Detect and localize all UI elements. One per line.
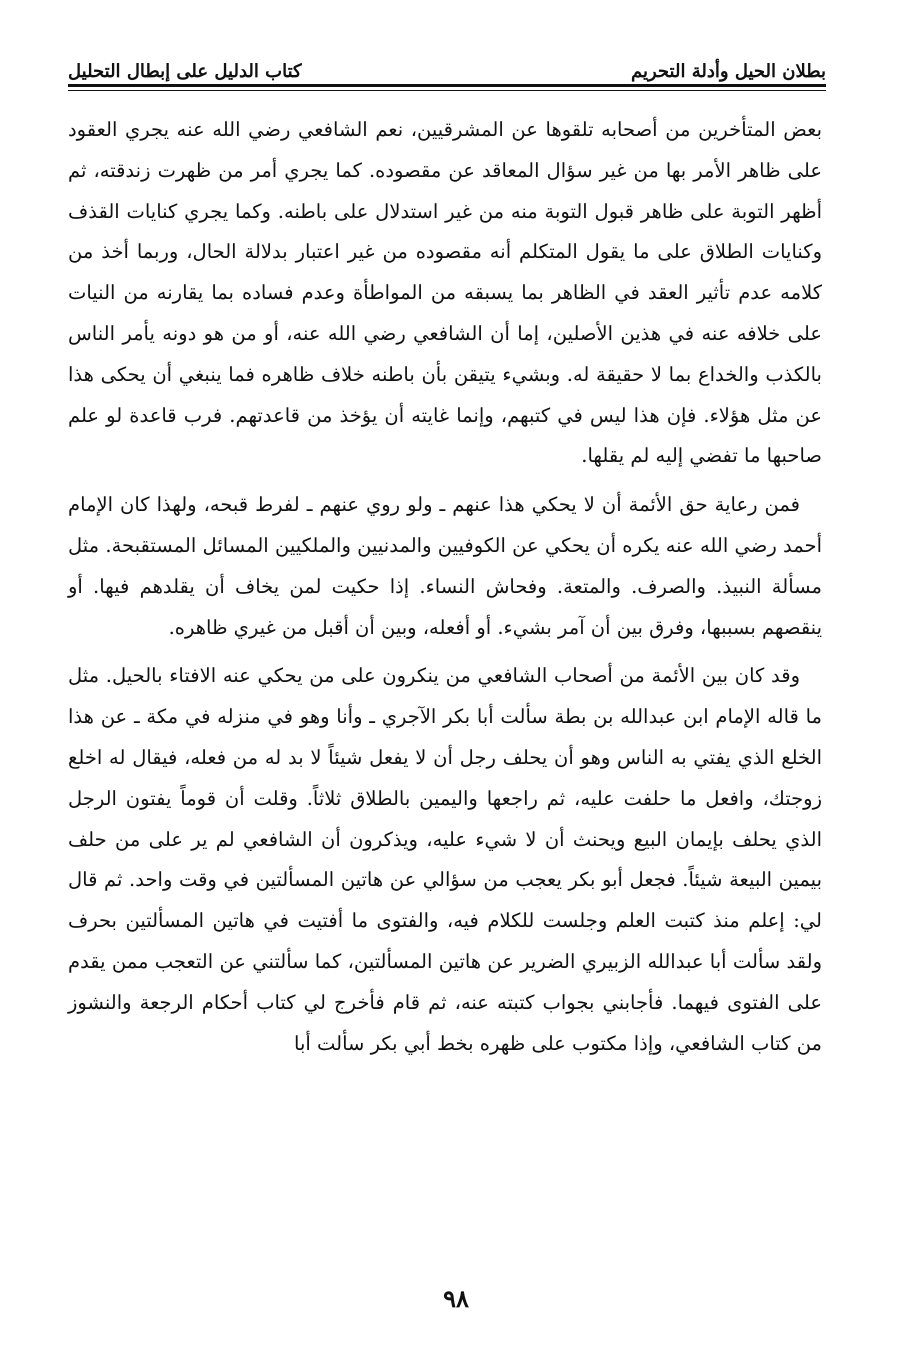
paragraph-2: فمن رعاية حق الأئمة أن لا يحكي هذا عنهم ـ ولو روي عنهم ـ لفرط قبحه، ولهذا كان الإمام أحمد رضي الله عنه يكره أن يحكي عن الكوفيين والمدنيين والملكيين المسائل المستقبحة. مثل مسألة النبيذ. والصرف. والمتعة. وفحاش النساء. إذا حكيت لمن يخاف أن يقلدهم فيها. أو ينقصهم بسببها، وفرق بين أن آمر بشيء. أو أفعله، وبين أن أقبل من غيري ظاهره. [68, 493, 822, 639]
body-text [68, 110, 822, 1072]
paragraph-1: بعض المتأخرين من أصحابه تلقوها عن المشرقيين، نعم الشافعي رضي الله عنه يجري العقود على ظاهر الأمر بها من غير سؤال المعاقد عن مقصوده. كما يجري أمر من ظهرت زندقته، ثم أظهر التوبة على ظاهر قبول التوبة منه من غير استدلال على باطنه. وكما يجري كنايات القذف وكنايات الطلاق على ما يقول المتكلم أنه مقصوده من غير اعتبار بدلالة الحال، وربما أخذ من كلامه عدم تأثير العقد في الظاهر بما يسبقه من المواطأة وعدم فساده بما يقارنه من النيات على خلافه عنه في هذين الأصلين، إما أن الشافعي رضي الله عنه، أو من هو دونه يأمر الناس بالكذب والخداع بما لا حقيقة له. وبشيء يتيقن بأن باطنه خلاف ظاهره فما ينبغي أن يحكى هذا عن مثل هؤلاء. فإن هذا ليس في كتبهم، وإنما غايته أن يؤخذ من قاعدتهم. فرب قاعدة لو علم صاحبها ما تفضي إليه لم يقلها. [68, 118, 822, 468]
header-rule-thin [68, 90, 826, 91]
paragraph-3: وقد كان بين الأئمة من أصحاب الشافعي من ينكرون على من يحكي عنه الافتاء بالحيل. مثل ما قاله الإمام ابن عبدالله بن بطة سألت أبا بكر الآجري ـ وأنا وهو في منزله في مكة ـ عن هذا الخلع الذي يفتي به الناس وهو أن يحلف رجل أن لا يفعل شيئاً لا بد له من فعله، فيقال له اخلع زوجتك، وافعل ما حلفت عليه، ثم راجعها واليمين بالطلاق ثلاثاً. وقلت أن قوماً يفتون الرجل الذي يحلف بإيمان البيع ويحنث أن لا شيء عليه، ويذكرون أن الشافعي لم ير على من حلف بيمين البيعة شيئاً. فجعل أبو بكر يعجب من سؤالي عن هاتين المسألتين في وقت واحد. ثم قال لي: إعلم منذ كتبت العلم وجلست للكلام فيه، والفتوى ما أفتيت في هاتين المسألتين بحرف ولقد سألت أبا عبدالله الزبيري الضرير عن هاتين المسألتين، كما سألتني عن التعجب ممن يقدم على الفتوى فيهما. فأجابني بجواب كتبته عنه، ثم قام فأخرج لي كتاب أحكام الرجعة والنشوز من كتاب الشافعي، وإذا مكتوب على ظهره بخط أبي بكر سألت أبا [68, 664, 822, 1055]
running-header [68, 50, 826, 82]
page-number: ٩٨ [443, 1284, 469, 1313]
header-book-title: كتاب الدليل على إبطال التحليل [68, 61, 302, 82]
header-rule-thick [68, 84, 826, 87]
header-book-section-title: بطلان الحيل وأدلة التحريم [630, 61, 826, 82]
